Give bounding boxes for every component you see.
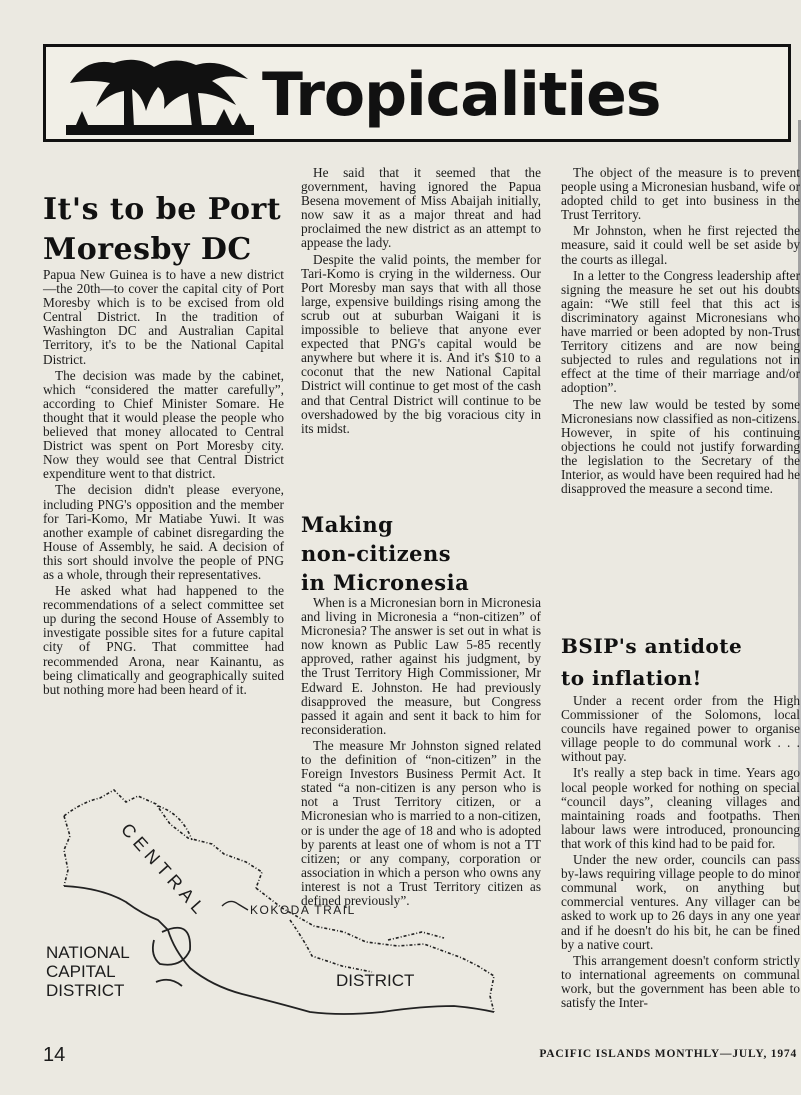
headline-micronesia bbox=[301, 510, 541, 597]
headline-line: in Micronesia bbox=[301, 570, 470, 595]
paragraph: Mr Johnston, when he first rejected the measure, said it could well be set aside by the courts as illegal. bbox=[561, 223, 800, 267]
headline-bsip bbox=[561, 630, 800, 694]
paragraph: When is a Micronesian born in Micronesia and living in Micronesia a “non-citizen” of Micronesia? The answer is set out in what is now known as Public Law 5-85 recently approved, rather against his judgment, by the Trust Territory High Commissioner, Mr Edward E. Johnston. He had previously disapproved the measure, but Congress passed it again and sent it back to him for reconsideration. bbox=[301, 595, 541, 737]
paragraph: The decision was made by the cabinet, which “considered the matter carefully”, according to Chief Minister Somare. He thought that it would please the people who believed that money allocated to Central District was spent on Port Moresby city. Now they would see that Central District expenditure went to that district. bbox=[43, 367, 284, 482]
headline-line: Moresby DC bbox=[43, 232, 252, 267]
paragraph: Under a recent order from the High Commissioner of the Solomons, local councils have regained power to organise village people to do communal work . . . without pay. bbox=[561, 693, 800, 765]
paragraph: This arrangement doesn't conform strictly to international agreements on communal work, but the government has been able to satisfy the Inter- bbox=[561, 952, 800, 1010]
headline-line: BSIP's antidote bbox=[561, 634, 743, 658]
map-label-ncd-line3: DISTRICT bbox=[46, 981, 125, 1000]
palm-trees-icon bbox=[66, 53, 254, 137]
paragraph bbox=[43, 583, 284, 697]
map-label-district: DISTRICT bbox=[336, 971, 415, 990]
paragraph: He said that it seemed that the government, having ignored the Papua Besena movement of Miss Abaijah initially, now saw it as a major threat and had proclaimed the new district as an attempt to appease the lady. bbox=[301, 165, 541, 251]
paragraph: The object of the measure is to prevent people using a Micronesian husband, wife or adopted child to get into business in the Trust Territory. bbox=[561, 165, 800, 223]
paragraph: The new law would be tested by some Micronesians now classified as non-citizens. However, in spite of his continuing objections he could not justify forwarding the legislation to the Secretary of the Interior, as would have been required had he disapproved the measure a second time. bbox=[561, 396, 800, 497]
paragraph-text: The measure Mr Johnston signed related to the definition of “non-citizen” in the Foreign Investors Business Permit Act. It stated “a non-citizen is any person who is not a Trust Territory citizen, or a Micronesian who is married to a non-citizen, or is under the age of 18 and who is adopted by parents at least one of whom is not a TT citizen; or any company, corporation or association in which a person who owns any interest is not a Trust Territory citizen as defined previously”. bbox=[301, 737, 541, 908]
publication-footer: PACIFIC ISLANDS MONTHLY—JULY, 1974 bbox=[539, 1048, 797, 1060]
headline-line: to inflation! bbox=[561, 666, 702, 690]
page-number: 14 bbox=[43, 1044, 66, 1066]
paragraph-text: He asked what had happened to the recommendations of a select committee set up during the second House of Assembly to investigate possible sites for a future capital city of PNG. That committee had recommended Arona, near Kainantu, as being climatically and geographically suited but nothing more had been heard of it. bbox=[43, 583, 284, 697]
headline-line: non-citizens bbox=[301, 541, 452, 566]
article-port-moresby-col2 bbox=[301, 166, 541, 436]
paragraph: Under the new order, councils can pass by-laws requiring village people to do minor communal work, on anything but commercial ventures. Any villager can be asked to work up to 26 days in any one year and if he doesn't do his bit, he can be fined by a native court. bbox=[561, 852, 800, 952]
map-label-kokoda-trail: KOKODA TRAIL bbox=[250, 903, 356, 917]
paragraph: Despite the valid points, the member for Tari-Komo is crying in the wilderness. Our Port Moresby man says that with all those large, expensive buildings rising among the scrub out at suburban Waigani it is impossible to believe that anyone ever expected that PNG's capital would be anywhere but where it is. And it's $10 to a coconut that the new National Capital District will continue to get most of the cash and that Central District will continue to be overshadowed by the big voracious city in its midst. bbox=[301, 251, 541, 436]
headline-line: Making bbox=[301, 512, 394, 537]
paragraph: Papua New Guinea is to have a new district—the 20th—to cover the capital city of Port Moresby which is to be excised from old Central District. In the tradition of Washington DC and Australian Capital Territory, it's to be the National Capital District. bbox=[43, 267, 284, 367]
map-label-central: CENTRAL bbox=[117, 819, 212, 922]
article-port-moresby-col1 bbox=[43, 267, 284, 697]
paragraph: In a letter to the Congress leadership after signing the measure he set out his doubts again: “We still feel that this act is discriminatory against Micronesians who have married or been adopted by non-Trust Territory citizens and are now being subjected to rules and regulations not in effect at the time of their marriage and/or adoption”. bbox=[561, 267, 800, 396]
map-label-ncd-line1: NATIONAL bbox=[46, 943, 130, 962]
article-bsip-col3 bbox=[561, 694, 800, 1034]
headline-port-moresby bbox=[43, 190, 288, 270]
headline-line: It's to be Port bbox=[43, 192, 282, 227]
district-map bbox=[42, 780, 514, 1028]
masthead-title: Tropicalities bbox=[262, 60, 661, 130]
map-label-ncd-line2: CAPITAL bbox=[46, 962, 116, 981]
masthead bbox=[43, 44, 791, 142]
paragraph: The decision didn't please everyone, including PNG's opposition and the member for Tari-Komo, Mr Matiabe Yuwi. It was another example of cabinet disregarding the House of Assembly, he said. A decision of this sort should involve the people of PNG as a whole, through their representatives. bbox=[43, 482, 284, 582]
article-micronesia-col3 bbox=[561, 166, 800, 496]
paragraph: It's really a step back in time. Years ago local people worked for nothing on special “council days”, cleaning villages and maintaining roads and footpaths. Then labour laws were introduced, pronouncing that work of this kind had to be paid for. bbox=[561, 765, 800, 851]
